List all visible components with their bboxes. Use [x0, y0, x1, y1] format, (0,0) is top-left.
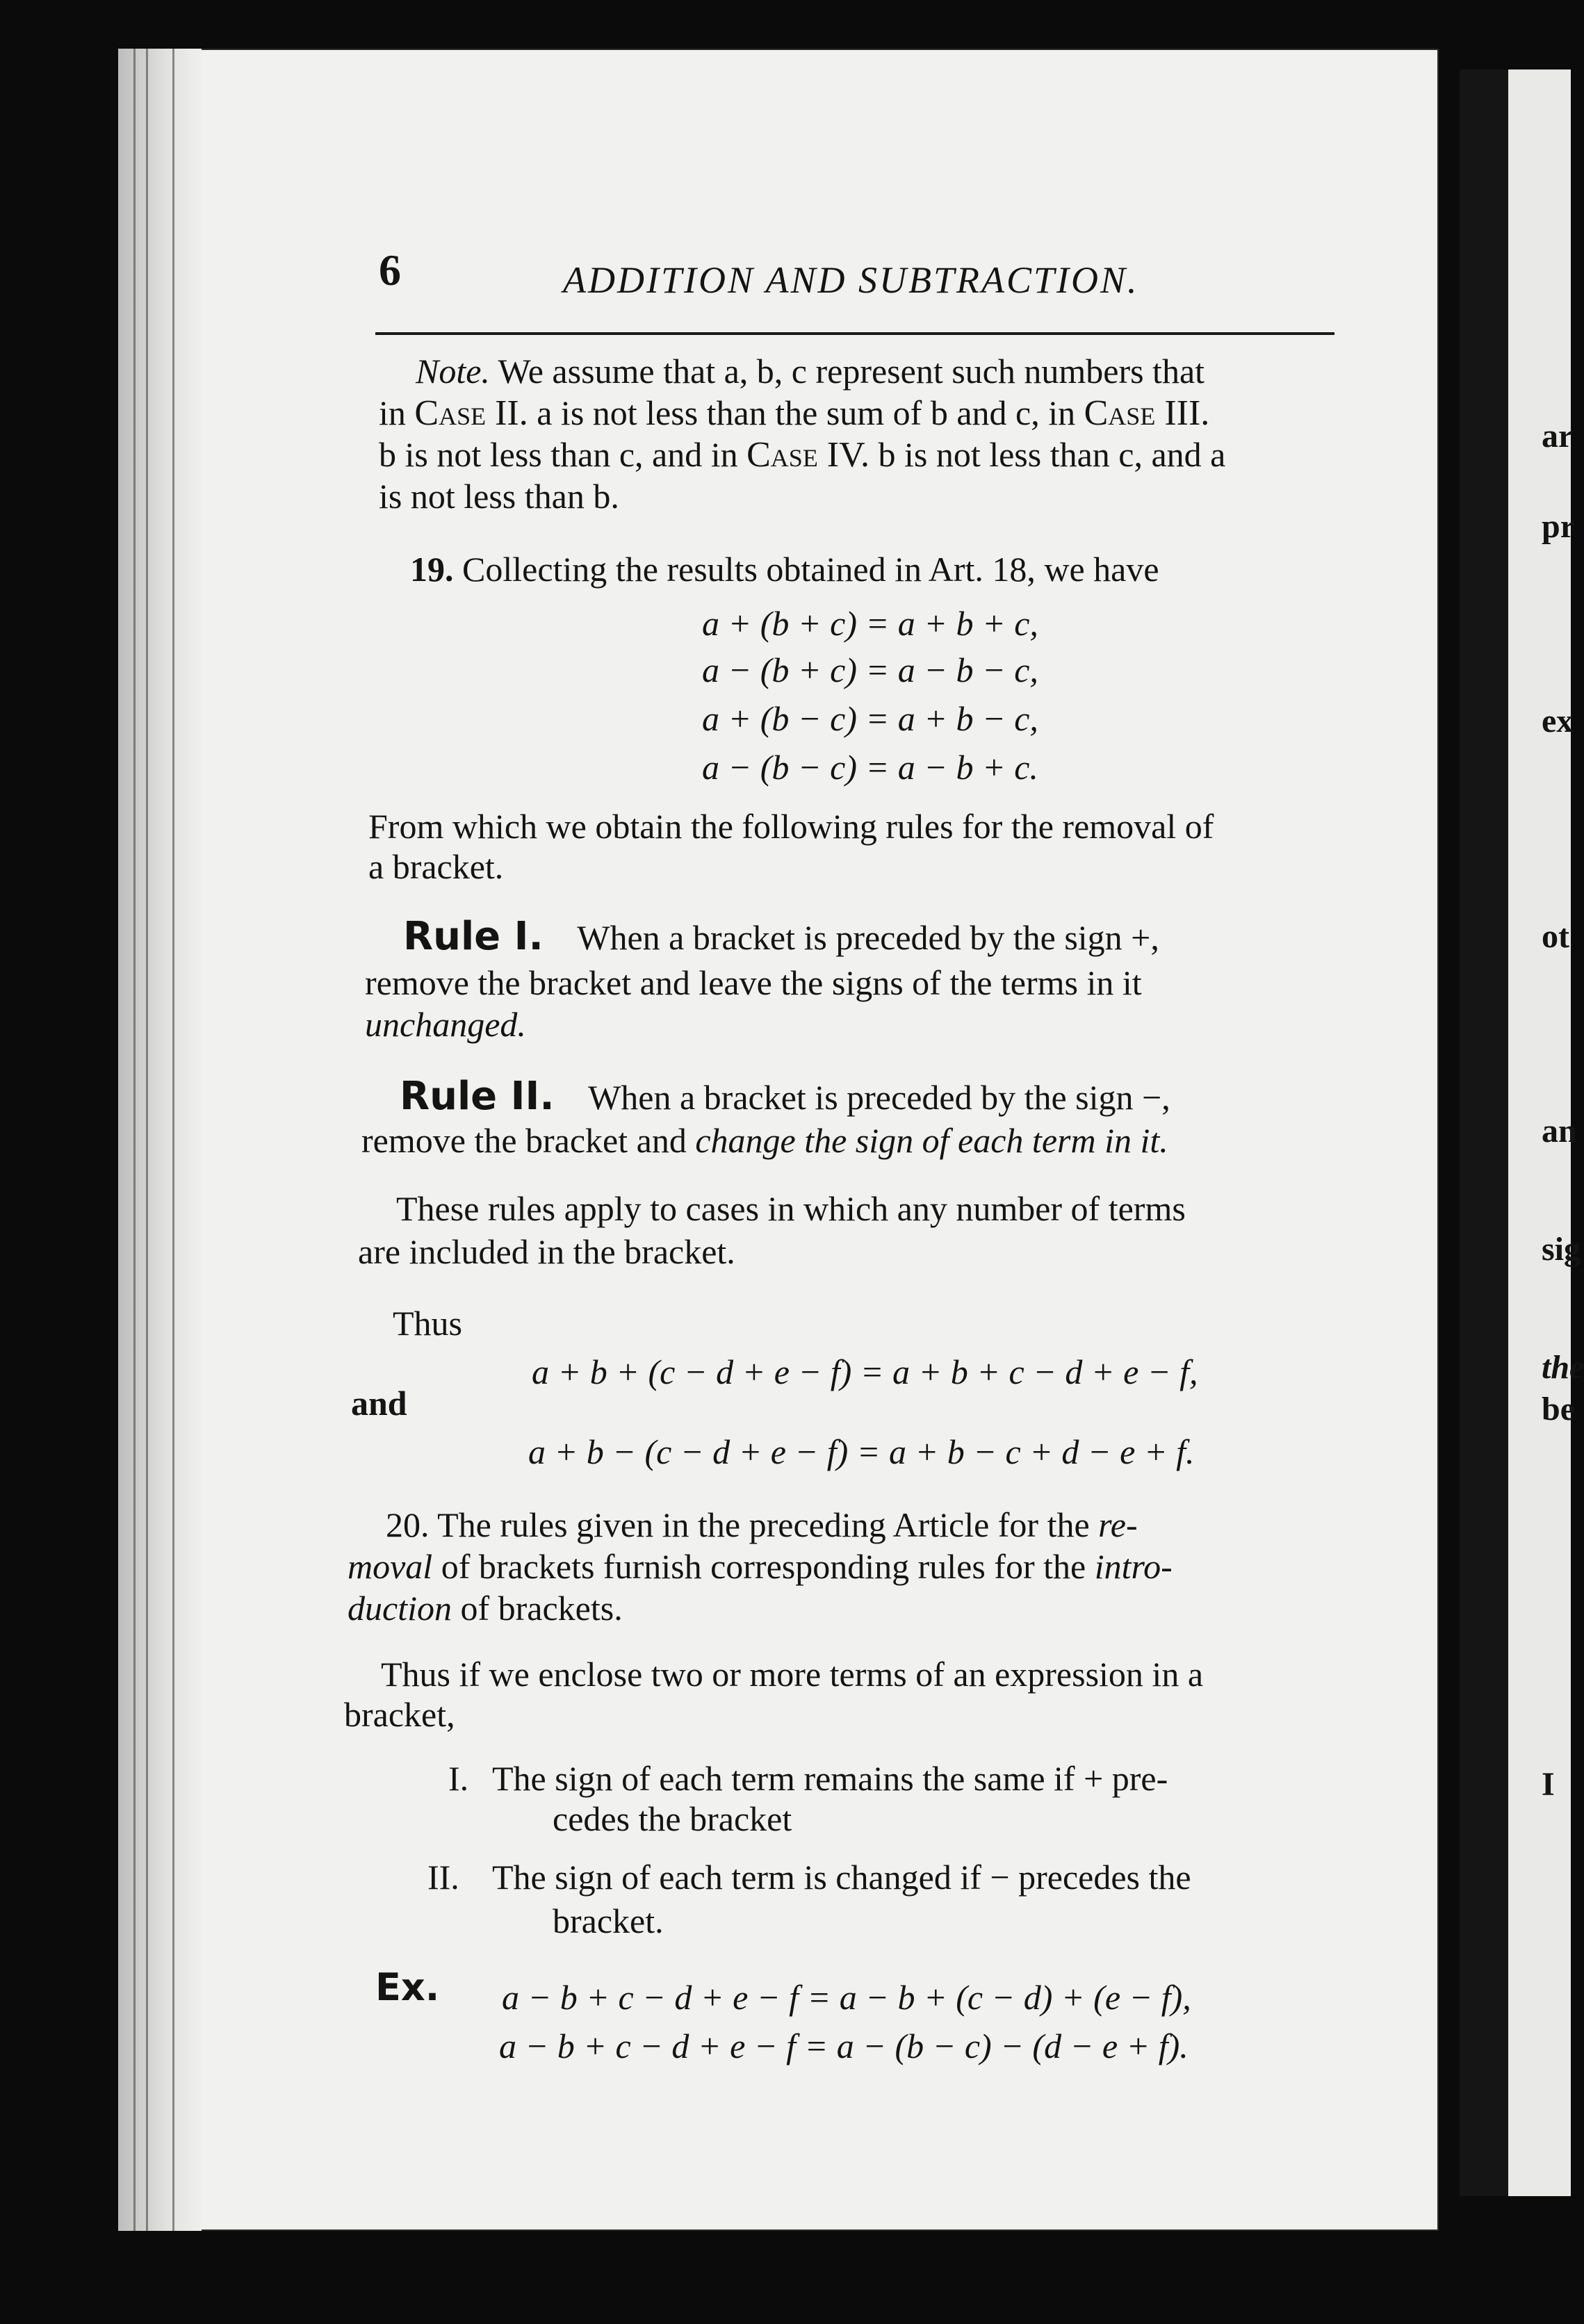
- article-text: Collecting the results obtained in Art. 18, we have: [462, 550, 1159, 589]
- article-number: 19.: [410, 550, 454, 589]
- adjacent-fragment: pr: [1542, 508, 1575, 545]
- gutter-line: [172, 49, 174, 2231]
- case-label: Case III.: [1084, 393, 1210, 433]
- adjacent-fragment: ex: [1542, 703, 1574, 739]
- running-title: ADDITION AND SUBTRACTION.: [563, 259, 1139, 301]
- note-line-2: [379, 393, 1209, 434]
- equation: a − b + c − d + e − f = a − (b − c) − (d − e + f).: [499, 2027, 1189, 2065]
- list-item-2-line-1: The sign of each term is changed if − precedes the: [492, 1858, 1191, 1897]
- article-emphasis: re-: [1098, 1505, 1138, 1544]
- note-text: b is not less than c, and a: [869, 435, 1226, 474]
- list-item-2-number: II.: [427, 1858, 459, 1897]
- adjacent-fragment: be: [1542, 1391, 1575, 1427]
- case-label: Case IV.: [746, 435, 869, 475]
- article-text: of brackets furnish corresponding rules for the: [432, 1547, 1095, 1586]
- paragraph-line: Thus if we enclose two or more terms of an expression in a: [381, 1655, 1204, 1694]
- paragraph-line: are included in the bracket.: [358, 1232, 735, 1271]
- note-line-1: [416, 351, 1205, 391]
- adjacent-fragment: I: [1542, 1766, 1555, 1803]
- article-text: of brackets.: [451, 1589, 623, 1628]
- example-label: Ex.: [375, 1965, 440, 2009]
- article-emphasis: moval: [348, 1547, 433, 1586]
- rule-text: When a bracket is preceded by the sign −,: [588, 1078, 1170, 1117]
- list-item-1-line-1: The sign of each term remains the same if + pre-: [492, 1759, 1168, 1798]
- equation: a − (b + c) = a − b − c,: [702, 650, 1038, 689]
- rule-heading: Rule I.: [403, 914, 544, 959]
- rule-2-line-2: [361, 1120, 1168, 1161]
- paragraph-line: From which we obtain the following rules for the removal of: [368, 807, 1214, 846]
- equation: a − b + c − d + e − f = a − b + (c − d) + (e − f),: [502, 1978, 1191, 2017]
- note-line-4: is not less than b.: [379, 477, 619, 516]
- article-text: The rules given in the preceding Article for the: [437, 1505, 1099, 1544]
- note-label: Note.: [416, 352, 490, 391]
- rule-text: When a bracket is preceded by the sign +,: [577, 918, 1159, 957]
- rule-1-line-1: [403, 914, 1159, 959]
- adjacent-page-strip: [1460, 69, 1584, 2196]
- article-number: 20.: [386, 1505, 430, 1544]
- article-20-line-2: [348, 1546, 1173, 1587]
- note-text: We assume that a, b, c represent such numbers that: [498, 352, 1205, 391]
- rule-heading: Rule II.: [400, 1074, 555, 1119]
- equation: a + b − (c − d + e − f) = a + b − c + d − e + f.: [528, 1432, 1195, 1471]
- note-line-3: [379, 434, 1225, 475]
- gutter-line: [133, 49, 136, 2231]
- equation: a + (b − c) = a + b − c,: [702, 699, 1038, 738]
- rule-1-line-3: unchanged.: [365, 1005, 526, 1044]
- rule-text: remove the bracket and: [361, 1121, 696, 1160]
- article-20-line-3: [348, 1588, 623, 1628]
- adjacent-fragment: sig: [1542, 1231, 1581, 1268]
- article-20-line-1: [386, 1505, 1138, 1545]
- header-rule: [375, 332, 1334, 335]
- list-item-1-number: I.: [448, 1759, 469, 1798]
- rule-emphasis: change the sign of each term in it.: [695, 1121, 1168, 1160]
- case-label: Case II.: [414, 393, 528, 433]
- thus-label: Thus: [393, 1304, 462, 1343]
- rule-2-line-1: [400, 1074, 1170, 1119]
- list-item-1-line-2: cedes the bracket: [553, 1799, 792, 1838]
- gutter-line: [146, 49, 148, 2231]
- paragraph-line: a bracket.: [368, 847, 504, 886]
- note-text: in: [379, 393, 415, 432]
- adjacent-fragment: ot: [1542, 918, 1569, 955]
- list-item-2-line-2: bracket.: [553, 1901, 664, 1940]
- adjacent-page-edge: [1460, 69, 1508, 2196]
- equation: a + (b + c) = a + b + c,: [702, 604, 1038, 643]
- page-number: 6: [379, 245, 401, 295]
- article-emphasis: duction: [348, 1589, 452, 1628]
- note-text: b is not less than c, and in: [379, 435, 747, 474]
- note-text: a is not less than the sum of b and c, in: [528, 393, 1084, 432]
- equation: a + b + (c − d + e − f) = a + b + c − d + e − f,: [532, 1352, 1198, 1391]
- adjacent-fragment: an: [1542, 1113, 1577, 1149]
- adjacent-fragment: ar: [1542, 418, 1574, 455]
- rule-1-line-2: remove the bracket and leave the signs of the terms in it: [365, 963, 1142, 1002]
- article-19-intro: [410, 549, 1159, 589]
- and-label: and: [351, 1384, 407, 1423]
- page-gutter: [118, 49, 202, 2231]
- paragraph-line: These rules apply to cases in which any number of terms: [396, 1189, 1186, 1228]
- article-emphasis: intro-: [1094, 1547, 1173, 1586]
- adjacent-fragment: the: [1542, 1349, 1584, 1386]
- paragraph-line: bracket,: [344, 1695, 455, 1734]
- equation: a − (b − c) = a − b + c.: [702, 748, 1038, 787]
